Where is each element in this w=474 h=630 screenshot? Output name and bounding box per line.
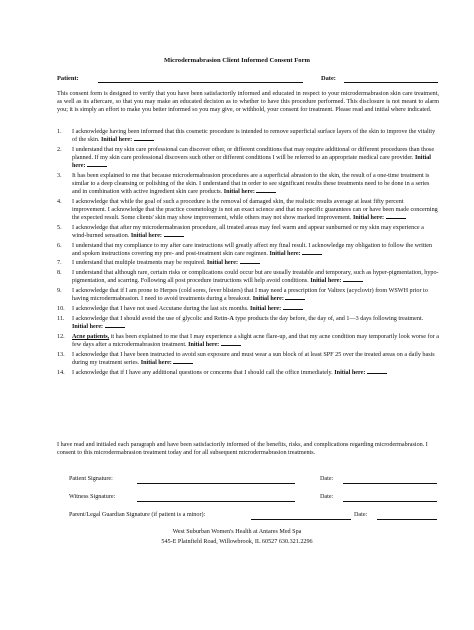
item-text: I understand that my skin care professional can discover other, or different conditions that may require additional or different procedures than those planned. If my skin care professional discovers such other or different conditions I will be referred to an appropriate medical care provider. (72, 146, 435, 161)
item-text: I acknowledge that if I have any additional questions or concerns that I should call the office immediately. (72, 369, 333, 376)
initial-label: Initial here: (252, 296, 284, 303)
list-item (57, 315, 439, 331)
guardian-signature-date-label: Date: (354, 512, 368, 518)
item-text: I acknowledge that if I am prone to Herpes (cold sores, fever blisters) that I may need a prescription for Valtrex (acyclovir) from WSWH prior to having microdermabrasion. I need to avoid treatments during a breakout. (72, 288, 428, 303)
patient-label: Patient: (57, 75, 79, 82)
item-number: 11. (57, 315, 65, 322)
initial-field[interactable] (221, 345, 241, 346)
date-label: Date: (321, 75, 336, 82)
initial-label: Initial here: (140, 359, 172, 366)
patient-name-line[interactable] (98, 82, 303, 83)
initial-label: Initial here: (72, 324, 104, 330)
footer-address: 545-E Plainfield Road, Willowbrook, IL 60527 630.321.2296 (161, 539, 313, 545)
acne-patients-label: Acne patients, (72, 333, 110, 340)
item-text: I acknowledge that while the goal of such a procedure is the removal of damaged skin, the realistic results average at least fifty percent improvement. I acknowledge that the practice cosmetology is not an exact science and that no specific guarantees can or have been made concerning the expected result. Some clients' skin may show improvement, while others may not show marked improvement. (72, 198, 438, 221)
initial-field[interactable] (134, 140, 154, 141)
initial-field[interactable] (386, 218, 406, 219)
initial-label: Initial here: (188, 341, 220, 348)
closing-paragraph: I have read and initialed each paragraph and have been satisfactorily informed of the benefits, risks, and complications regarding microdermabrasion. I consent to this microdermabrasion treatment today and for all subsequent microdermabrasion treatments. (57, 442, 428, 457)
initial-field[interactable] (285, 299, 305, 300)
item-number: 3. (57, 172, 62, 179)
initial-label: Initial here: (269, 250, 301, 257)
item-text: type products the day before, the day of, and 1—3 days following treatment. (233, 315, 424, 322)
date-line[interactable] (344, 82, 438, 83)
item-text: I understand that my compliance to my after care instructions will greatly affect my final result. I acknowledge my obligation to follow the written and spoken instructions covering my pre- and post-treatment skin care regimen. (72, 242, 433, 257)
acknowledgement-list (57, 128, 439, 378)
item-number: 9. (57, 288, 62, 295)
list-item (57, 269, 439, 285)
list-item (57, 172, 439, 196)
item-number: 13. (57, 351, 65, 358)
initial-field[interactable] (87, 166, 107, 167)
item-number: 12. (57, 333, 65, 340)
patient-signature-date-line[interactable] (343, 483, 437, 484)
item-number: 1. (57, 129, 62, 135)
item-number: 7. (57, 260, 62, 267)
item-number: 5. (57, 224, 62, 231)
item-text: I acknowledge that after my microdermabrasion procedure, all treated areas may feel warm and appear sunburned or my skin may experience a wind-burned sensation. (72, 224, 424, 239)
initial-field[interactable] (164, 236, 184, 237)
item-text: I acknowledge that I have been instructed to avoid sun exposure and must wear a sun block of at least SPF 25 over the treated areas on a daily basis during my treatment series. (72, 351, 435, 366)
patient-signature-label: Patient Signature: (69, 476, 113, 482)
item-number: 6. (57, 242, 62, 249)
initial-field[interactable] (302, 254, 322, 255)
patient-signature-date-label: Date: (320, 476, 334, 482)
initial-label: Initial here: (206, 260, 239, 267)
item-text: I acknowledge that I should avoid the use of glycolic and Retin- (72, 315, 230, 322)
initial-label: Initial here: (130, 232, 162, 239)
initial-label: Initial here: (310, 278, 342, 285)
initial-field[interactable] (283, 309, 303, 310)
list-item (57, 146, 439, 170)
item-text: It has been explained to me that because microdermabrasion procedures are a superficial abrasion to the skin, the result of a one-time treatment is similar to a deep cleansing or polishing of the skin. I understand that in order to see significant results these treatments need to be done in a series and in combination with active ingredient skin care products. (72, 172, 430, 195)
list-item (57, 128, 439, 144)
item-text: I understand that although rare, certain risks or complications could occur but are usually treatable and temporary, such as hyper-pigmentation, hypo-pigmentation, and scarring. Following all post procedure instructions will help avoid conditions. (72, 270, 439, 285)
item-number: 14. (57, 369, 65, 376)
item-text: I acknowledge that I have not used Accutane during the last six months. (72, 306, 249, 313)
initial-label: Initial here: (101, 137, 133, 144)
list-item (57, 242, 439, 258)
guardian-signature-label: Parent/Legal Guardian Signature (if patient is a minor): (69, 512, 206, 518)
list-item (57, 198, 439, 222)
footer-clinic-name: West Suburban Women's Health at Antares Med Spa (172, 529, 302, 535)
initial-label: Initial here: (223, 188, 255, 195)
item-number: 8. (57, 270, 62, 277)
guardian-signature-date-line[interactable] (377, 519, 437, 520)
list-item (57, 369, 439, 377)
initial-field[interactable] (240, 263, 260, 264)
witness-signature-date-line[interactable] (343, 501, 437, 502)
initial-label: Initial here: (334, 369, 366, 376)
witness-signature-line[interactable] (137, 501, 295, 502)
item-number: 10. (57, 306, 65, 313)
list-item (57, 333, 439, 349)
intro-paragraph: This consent form is designed to verify that you have been satisfactorily informed and educated in respect to your microdermabrasion skin care treatment, as well as its aftercare, so that you may make an educated decision as to whether to have this procedure performed. This disclosure is not meant to alarm you; it is simply an effort to make you better informed so you may give, or withhold, your consent for treatment. Please read and initial where indicated. (57, 91, 439, 114)
item-text: I acknowledge having been informed that this cosmetic procedure is intended to remove superficial surface layers of the skin to improve the vitality of the skin. (72, 129, 436, 144)
form-title: Microdermabrasion Client Informed Consent Form (163, 57, 311, 64)
initial-label: Initial here: (250, 306, 282, 313)
initial-field[interactable] (105, 327, 125, 328)
list-item (57, 305, 439, 313)
witness-signature-date-label: Date: (320, 494, 334, 500)
initial-field[interactable] (367, 373, 387, 374)
initial-label: Initial here: (72, 154, 432, 169)
item-text: I understand that multiple treatments may be required. (72, 260, 206, 267)
list-item (57, 224, 439, 240)
initial-field[interactable] (256, 192, 276, 193)
witness-signature-label: Witness Signature: (69, 494, 116, 500)
item-text: it has been explained to me that I may experience a slight acne flare-up, and that my acne condition may temporarily look worse for a few days after a microdermabrasion treatment. (72, 333, 439, 348)
item-number: 2. (57, 146, 62, 153)
guardian-signature-line[interactable] (251, 519, 351, 520)
list-item (57, 259, 439, 267)
item-text-bold: A (229, 315, 234, 322)
initial-field[interactable] (343, 281, 363, 282)
initial-field[interactable] (173, 363, 193, 364)
initial-label: Initial here: (352, 214, 385, 221)
list-item (57, 351, 439, 367)
item-number: 4. (57, 198, 62, 205)
patient-signature-line[interactable] (137, 483, 295, 484)
list-item (57, 287, 439, 303)
